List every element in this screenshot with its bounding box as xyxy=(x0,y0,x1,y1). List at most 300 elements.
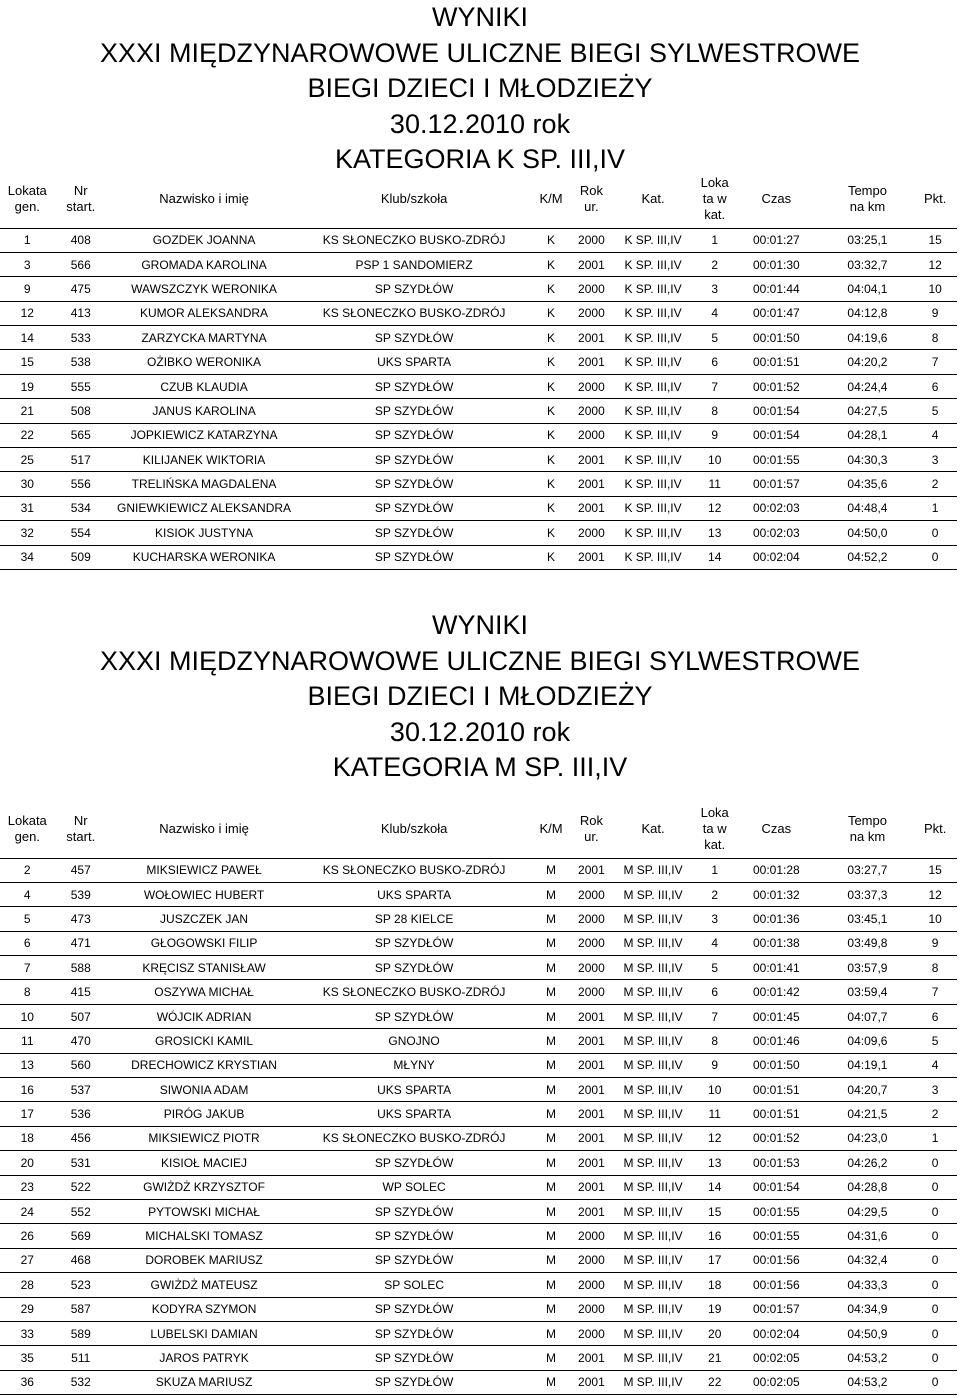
cell-name: JAROS PATRYK xyxy=(107,1346,301,1370)
cell-lokata-kat: 8 xyxy=(698,1029,731,1053)
cell-nr: 533 xyxy=(55,326,107,350)
cell-name: MIKSIEWICZ PIOTR xyxy=(107,1126,301,1150)
cell-lokata: 22 xyxy=(0,423,55,447)
cell-czas: 00:01:56 xyxy=(731,1273,822,1297)
cell-tempo: 03:25,1 xyxy=(822,228,914,252)
header-czas: Czas xyxy=(731,170,822,228)
cell-lokata: 14 xyxy=(0,326,55,350)
cell-lokata-kat: 9 xyxy=(698,423,731,447)
header-lokata-kat: Loka ta w kat. xyxy=(698,170,731,228)
table-row xyxy=(0,1273,957,1297)
header-rok: Rok ur. xyxy=(575,170,608,228)
cell-lokata: 7 xyxy=(0,956,55,980)
cell-tempo: 03:37,3 xyxy=(822,882,914,906)
header-rok: Rok ur. xyxy=(575,800,608,858)
table-row xyxy=(0,448,957,472)
cell-club: UKS SPARTA xyxy=(301,1102,527,1126)
cell-pkt: 7 xyxy=(913,350,957,374)
table-row xyxy=(0,521,957,545)
cell-kat: M SP. III,IV xyxy=(608,1078,699,1102)
cell-kat: M SP. III,IV xyxy=(608,1053,699,1077)
cell-lokata: 24 xyxy=(0,1199,55,1223)
cell-lokata-kat: 7 xyxy=(698,374,731,398)
cell-lokata: 17 xyxy=(0,1102,55,1126)
title-line: XXXI MIĘDZYNAROWOWE ULICZNE BIEGI SYLWESTROWE xyxy=(99,37,861,68)
cell-club: SP SZYDŁÓW xyxy=(301,448,527,472)
cell-km: M xyxy=(527,1248,575,1272)
table-row xyxy=(0,1248,957,1272)
cell-name: OSZYWA MICHAŁ xyxy=(107,980,301,1004)
cell-pkt: 4 xyxy=(913,1053,957,1077)
cell-lokata-kat: 18 xyxy=(698,1273,731,1297)
table-row xyxy=(0,1199,957,1223)
cell-lokata-kat: 12 xyxy=(698,1126,731,1150)
cell-czas: 00:01:28 xyxy=(731,858,822,882)
table-row xyxy=(0,980,957,1004)
table-row xyxy=(0,326,957,350)
cell-czas: 00:01:54 xyxy=(731,423,822,447)
cell-nr: 522 xyxy=(55,1175,107,1199)
cell-lokata: 9 xyxy=(0,277,55,301)
cell-pkt: 2 xyxy=(913,1102,957,1126)
cell-kat: K SP. III,IV xyxy=(608,448,699,472)
cell-tempo: 04:04,1 xyxy=(822,277,914,301)
cell-tempo: 04:24,4 xyxy=(822,374,914,398)
header-nr: Nr start. xyxy=(55,800,107,858)
cell-tempo: 04:23,0 xyxy=(822,1126,914,1150)
cell-czas: 00:01:53 xyxy=(731,1151,822,1175)
cell-club: SP SOLEC xyxy=(301,1273,527,1297)
cell-pkt: 0 xyxy=(913,521,957,545)
cell-nr: 589 xyxy=(55,1321,107,1345)
cell-rok: 2000 xyxy=(575,882,608,906)
cell-km: K xyxy=(527,350,575,374)
cell-kat: M SP. III,IV xyxy=(608,1248,699,1272)
cell-czas: 00:01:51 xyxy=(731,1102,822,1126)
cell-lokata: 20 xyxy=(0,1151,55,1175)
header-name: Nazwisko i imię xyxy=(107,800,301,858)
cell-czas: 00:01:52 xyxy=(731,1126,822,1150)
cell-lokata-kat: 1 xyxy=(698,228,731,252)
cell-lokata-kat: 1 xyxy=(698,858,731,882)
cell-czas: 00:01:36 xyxy=(731,907,822,931)
cell-czas: 00:01:56 xyxy=(731,1248,822,1272)
cell-club: SP SZYDŁÓW xyxy=(301,1224,527,1248)
cell-name: GWIŻDŻ MATEUSZ xyxy=(107,1273,301,1297)
cell-tempo: 04:12,8 xyxy=(822,301,914,325)
cell-rok: 2001 xyxy=(575,252,608,276)
cell-tempo: 04:21,5 xyxy=(822,1102,914,1126)
cell-nr: 408 xyxy=(55,228,107,252)
cell-czas: 00:01:55 xyxy=(731,1199,822,1223)
table-row xyxy=(0,1297,957,1321)
header-nr: Nr start. xyxy=(55,170,107,228)
header-km: K/M xyxy=(527,800,575,858)
cell-nr: 456 xyxy=(55,1126,107,1150)
cell-name: GNIEWKIEWICZ ALEKSANDRA xyxy=(107,496,301,520)
cell-rok: 2000 xyxy=(575,277,608,301)
cell-club: PSP 1 SANDOMIERZ xyxy=(301,252,527,276)
cell-name: TRELIŃSKA MAGDALENA xyxy=(107,472,301,496)
cell-lokata: 35 xyxy=(0,1346,55,1370)
cell-nr: 468 xyxy=(55,1248,107,1272)
cell-pkt: 0 xyxy=(913,1321,957,1345)
cell-nr: 470 xyxy=(55,1029,107,1053)
cell-czas: 00:01:30 xyxy=(731,252,822,276)
cell-lokata-kat: 2 xyxy=(698,252,731,276)
cell-lokata-kat: 2 xyxy=(698,882,731,906)
cell-pkt: 4 xyxy=(913,423,957,447)
cell-lokata-kat: 11 xyxy=(698,1102,731,1126)
cell-lokata-kat: 21 xyxy=(698,1346,731,1370)
cell-club: SP SZYDŁÓW xyxy=(301,1297,527,1321)
table-row xyxy=(0,228,957,252)
cell-name: KODYRA SZYMON xyxy=(107,1297,301,1321)
cell-lokata-kat: 4 xyxy=(698,931,731,955)
title-line: BIEGI DZIECI I MŁODZIEŻY xyxy=(307,73,653,103)
header-km: K/M xyxy=(527,170,575,228)
cell-km: K xyxy=(527,301,575,325)
header-kat: Kat. xyxy=(608,170,699,228)
cell-pkt: 6 xyxy=(913,374,957,398)
cell-pkt: 8 xyxy=(913,326,957,350)
cell-club: SP SZYDŁÓW xyxy=(301,521,527,545)
cell-name: WAWSZCZYK WERONIKA xyxy=(107,277,301,301)
table-row xyxy=(0,1346,957,1370)
title-line: KATEGORIA M SP. III,IV xyxy=(332,752,628,782)
cell-lokata-kat: 15 xyxy=(698,1199,731,1223)
cell-club: SP SZYDŁÓW xyxy=(301,472,527,496)
cell-lokata: 34 xyxy=(0,545,55,569)
cell-name: GROSICKI KAMIL xyxy=(107,1029,301,1053)
cell-rok: 2001 xyxy=(575,1346,608,1370)
cell-kat: M SP. III,IV xyxy=(608,882,699,906)
cell-tempo: 03:32,7 xyxy=(822,252,914,276)
cell-name: SKUZA MARIUSZ xyxy=(107,1370,301,1394)
cell-pkt: 15 xyxy=(913,228,957,252)
cell-czas: 00:01:50 xyxy=(731,326,822,350)
title-line: BIEGI DZIECI I MŁODZIEŻY xyxy=(307,681,653,711)
cell-club: SP SZYDŁÓW xyxy=(301,1321,527,1345)
cell-nr: 536 xyxy=(55,1102,107,1126)
cell-kat: M SP. III,IV xyxy=(608,1346,699,1370)
cell-pkt: 0 xyxy=(913,1370,957,1394)
cell-name: GROMADA KAROLINA xyxy=(107,252,301,276)
cell-name: MICHALSKI TOMASZ xyxy=(107,1224,301,1248)
cell-tempo: 03:57,9 xyxy=(822,956,914,980)
cell-tempo: 04:09,6 xyxy=(822,1029,914,1053)
cell-lokata-kat: 14 xyxy=(698,1175,731,1199)
cell-kat: M SP. III,IV xyxy=(608,1029,699,1053)
cell-czas: 00:01:55 xyxy=(731,448,822,472)
cell-rok: 2000 xyxy=(575,301,608,325)
cell-czas: 00:01:42 xyxy=(731,980,822,1004)
cell-club: WP SOLEC xyxy=(301,1175,527,1199)
cell-kat: K SP. III,IV xyxy=(608,472,699,496)
cell-rok: 2001 xyxy=(575,1199,608,1223)
cell-nr: 552 xyxy=(55,1199,107,1223)
cell-lokata: 2 xyxy=(0,858,55,882)
cell-czas: 00:01:52 xyxy=(731,374,822,398)
cell-club: KS SŁONECZKO BUSKO-ZDRÓJ xyxy=(301,980,527,1004)
cell-km: M xyxy=(527,1175,575,1199)
cell-nr: 508 xyxy=(55,399,107,423)
cell-lokata: 27 xyxy=(0,1248,55,1272)
cell-czas: 00:01:57 xyxy=(731,472,822,496)
header-pkt: Pkt. xyxy=(913,170,957,228)
cell-kat: K SP. III,IV xyxy=(608,350,699,374)
cell-km: M xyxy=(527,1053,575,1077)
cell-pkt: 9 xyxy=(913,931,957,955)
cell-rok: 2001 xyxy=(575,472,608,496)
cell-czas: 00:01:38 xyxy=(731,931,822,955)
cell-pkt: 0 xyxy=(913,1297,957,1321)
header-lokata: Lokata gen. xyxy=(0,800,55,858)
cell-czas: 00:02:03 xyxy=(731,496,822,520)
table-row xyxy=(0,301,957,325)
table-row xyxy=(0,1078,957,1102)
cell-kat: M SP. III,IV xyxy=(608,1297,699,1321)
table-row xyxy=(0,1224,957,1248)
cell-km: M xyxy=(527,1321,575,1345)
cell-km: K xyxy=(527,326,575,350)
cell-nr: 523 xyxy=(55,1273,107,1297)
cell-name: PIRÓG JAKUB xyxy=(107,1102,301,1126)
cell-lokata: 21 xyxy=(0,399,55,423)
cell-rok: 2001 xyxy=(575,1078,608,1102)
cell-pkt: 5 xyxy=(913,399,957,423)
cell-nr: 473 xyxy=(55,907,107,931)
cell-lokata: 25 xyxy=(0,448,55,472)
table-row xyxy=(0,545,957,569)
cell-km: K xyxy=(527,228,575,252)
cell-tempo: 04:19,1 xyxy=(822,1053,914,1077)
table-row xyxy=(0,931,957,955)
table-header-row xyxy=(0,800,957,858)
cell-kat: K SP. III,IV xyxy=(608,399,699,423)
cell-pkt: 12 xyxy=(913,252,957,276)
cell-pkt: 8 xyxy=(913,956,957,980)
section-title xyxy=(0,0,960,178)
cell-pkt: 7 xyxy=(913,980,957,1004)
cell-czas: 00:02:03 xyxy=(731,521,822,545)
cell-czas: 00:01:47 xyxy=(731,301,822,325)
cell-lokata-kat: 5 xyxy=(698,326,731,350)
cell-km: M xyxy=(527,931,575,955)
cell-tempo: 04:27,5 xyxy=(822,399,914,423)
cell-tempo: 04:19,6 xyxy=(822,326,914,350)
cell-km: M xyxy=(527,1297,575,1321)
cell-pkt: 10 xyxy=(913,277,957,301)
cell-km: M xyxy=(527,1273,575,1297)
cell-rok: 2000 xyxy=(575,423,608,447)
cell-rok: 2000 xyxy=(575,399,608,423)
cell-rok: 2000 xyxy=(575,521,608,545)
cell-czas: 00:02:04 xyxy=(731,545,822,569)
cell-lokata: 8 xyxy=(0,980,55,1004)
cell-rok: 2001 xyxy=(575,1053,608,1077)
cell-lokata: 32 xyxy=(0,521,55,545)
cell-lokata-kat: 6 xyxy=(698,350,731,374)
cell-lokata: 31 xyxy=(0,496,55,520)
cell-czas: 00:01:50 xyxy=(731,1053,822,1077)
cell-lokata-kat: 9 xyxy=(698,1053,731,1077)
cell-tempo: 04:29,5 xyxy=(822,1199,914,1223)
cell-lokata: 30 xyxy=(0,472,55,496)
cell-name: SIWONIA ADAM xyxy=(107,1078,301,1102)
cell-kat: M SP. III,IV xyxy=(608,1199,699,1223)
cell-czas: 00:01:55 xyxy=(731,1224,822,1248)
cell-kat: M SP. III,IV xyxy=(608,956,699,980)
cell-lokata: 5 xyxy=(0,907,55,931)
cell-km: K xyxy=(527,277,575,301)
cell-club: UKS SPARTA xyxy=(301,882,527,906)
cell-name: KISIOK JUSTYNA xyxy=(107,521,301,545)
cell-tempo: 03:45,1 xyxy=(822,907,914,931)
table-row xyxy=(0,399,957,423)
cell-club: SP SZYDŁÓW xyxy=(301,1248,527,1272)
cell-tempo: 04:35,6 xyxy=(822,472,914,496)
cell-pkt: 15 xyxy=(913,858,957,882)
table-row xyxy=(0,956,957,980)
cell-lokata-kat: 19 xyxy=(698,1297,731,1321)
cell-rok: 2001 xyxy=(575,350,608,374)
cell-km: M xyxy=(527,1102,575,1126)
table-row xyxy=(0,374,957,398)
cell-pkt: 0 xyxy=(913,1346,957,1370)
cell-rok: 2000 xyxy=(575,1248,608,1272)
cell-name: DRECHOWICZ KRYSTIAN xyxy=(107,1053,301,1077)
cell-club: SP SZYDŁÓW xyxy=(301,496,527,520)
cell-kat: M SP. III,IV xyxy=(608,1126,699,1150)
cell-km: M xyxy=(527,1199,575,1223)
cell-kat: M SP. III,IV xyxy=(608,1321,699,1345)
cell-lokata-kat: 11 xyxy=(698,472,731,496)
cell-km: M xyxy=(527,1004,575,1028)
cell-nr: 569 xyxy=(55,1224,107,1248)
cell-club: SP SZYDŁÓW xyxy=(301,1346,527,1370)
table-row xyxy=(0,1004,957,1028)
table-row xyxy=(0,1126,957,1150)
cell-rok: 2001 xyxy=(575,1175,608,1199)
cell-nr: 565 xyxy=(55,423,107,447)
cell-lokata: 13 xyxy=(0,1053,55,1077)
cell-tempo: 04:32,4 xyxy=(822,1248,914,1272)
cell-lokata: 15 xyxy=(0,350,55,374)
cell-nr: 507 xyxy=(55,1004,107,1028)
cell-name: JUSZCZEK JAN xyxy=(107,907,301,931)
cell-rok: 2001 xyxy=(575,545,608,569)
table-row xyxy=(0,1102,957,1126)
cell-lokata: 29 xyxy=(0,1297,55,1321)
cell-club: SP SZYDŁÓW xyxy=(301,399,527,423)
header-name: Nazwisko i imię xyxy=(107,170,301,228)
cell-lokata: 18 xyxy=(0,1126,55,1150)
cell-rok: 2000 xyxy=(575,374,608,398)
cell-name: KRĘCISZ STANISŁAW xyxy=(107,956,301,980)
cell-name: DOROBEK MARIUSZ xyxy=(107,1248,301,1272)
cell-lokata: 33 xyxy=(0,1321,55,1345)
cell-pkt: 0 xyxy=(913,1224,957,1248)
cell-tempo: 04:30,3 xyxy=(822,448,914,472)
cell-lokata-kat: 3 xyxy=(698,907,731,931)
cell-tempo: 04:26,2 xyxy=(822,1151,914,1175)
cell-km: M xyxy=(527,907,575,931)
cell-club: GNOJNO xyxy=(301,1029,527,1053)
cell-nr: 537 xyxy=(55,1078,107,1102)
cell-rok: 2000 xyxy=(575,1224,608,1248)
cell-lokata-kat: 14 xyxy=(698,545,731,569)
cell-tempo: 04:50,0 xyxy=(822,521,914,545)
cell-czas: 00:01:45 xyxy=(731,1004,822,1028)
cell-czas: 00:01:44 xyxy=(731,277,822,301)
cell-rok: 2001 xyxy=(575,1029,608,1053)
cell-pkt: 3 xyxy=(913,1078,957,1102)
cell-tempo: 03:59,4 xyxy=(822,980,914,1004)
cell-name: GWIŻDŻ KRZYSZTOF xyxy=(107,1175,301,1199)
cell-pkt: 1 xyxy=(913,1126,957,1150)
cell-pkt: 1 xyxy=(913,496,957,520)
cell-rok: 2001 xyxy=(575,858,608,882)
table-row xyxy=(0,350,957,374)
cell-rok: 2000 xyxy=(575,956,608,980)
cell-club: UKS SPARTA xyxy=(301,1078,527,1102)
table-row xyxy=(0,1029,957,1053)
cell-lokata-kat: 16 xyxy=(698,1224,731,1248)
cell-kat: K SP. III,IV xyxy=(608,374,699,398)
cell-rok: 2000 xyxy=(575,931,608,955)
cell-rok: 2001 xyxy=(575,1126,608,1150)
cell-name: KUMOR ALEKSANDRA xyxy=(107,301,301,325)
cell-nr: 415 xyxy=(55,980,107,1004)
cell-kat: M SP. III,IV xyxy=(608,1370,699,1394)
cell-tempo: 04:48,4 xyxy=(822,496,914,520)
table-row xyxy=(0,1321,957,1345)
cell-tempo: 04:50,9 xyxy=(822,1321,914,1345)
cell-nr: 538 xyxy=(55,350,107,374)
cell-nr: 554 xyxy=(55,521,107,545)
cell-rok: 2000 xyxy=(575,980,608,1004)
cell-km: K xyxy=(527,448,575,472)
cell-lokata: 3 xyxy=(0,252,55,276)
cell-tempo: 04:07,7 xyxy=(822,1004,914,1028)
cell-kat: M SP. III,IV xyxy=(608,1102,699,1126)
cell-nr: 517 xyxy=(55,448,107,472)
cell-tempo: 04:53,2 xyxy=(822,1370,914,1394)
cell-nr: 534 xyxy=(55,496,107,520)
cell-club: SP SZYDŁÓW xyxy=(301,956,527,980)
title-line: KATEGORIA K SP. III,IV xyxy=(334,144,626,174)
cell-kat: K SP. III,IV xyxy=(608,277,699,301)
cell-lokata: 10 xyxy=(0,1004,55,1028)
cell-km: K xyxy=(527,399,575,423)
cell-kat: K SP. III,IV xyxy=(608,545,699,569)
cell-lokata: 19 xyxy=(0,374,55,398)
cell-km: M xyxy=(527,1029,575,1053)
cell-nr: 566 xyxy=(55,252,107,276)
cell-name: CZUB KLAUDIA xyxy=(107,374,301,398)
header-tempo: Tempo na km xyxy=(822,800,914,858)
cell-lokata: 36 xyxy=(0,1370,55,1394)
cell-km: K xyxy=(527,423,575,447)
table-row xyxy=(0,1151,957,1175)
cell-club: KS SŁONECZKO BUSKO-ZDRÓJ xyxy=(301,301,527,325)
cell-czas: 00:01:51 xyxy=(731,1078,822,1102)
cell-lokata: 23 xyxy=(0,1175,55,1199)
cell-czas: 00:02:04 xyxy=(731,1321,822,1345)
cell-club: SP SZYDŁÓW xyxy=(301,277,527,301)
cell-km: M xyxy=(527,980,575,1004)
